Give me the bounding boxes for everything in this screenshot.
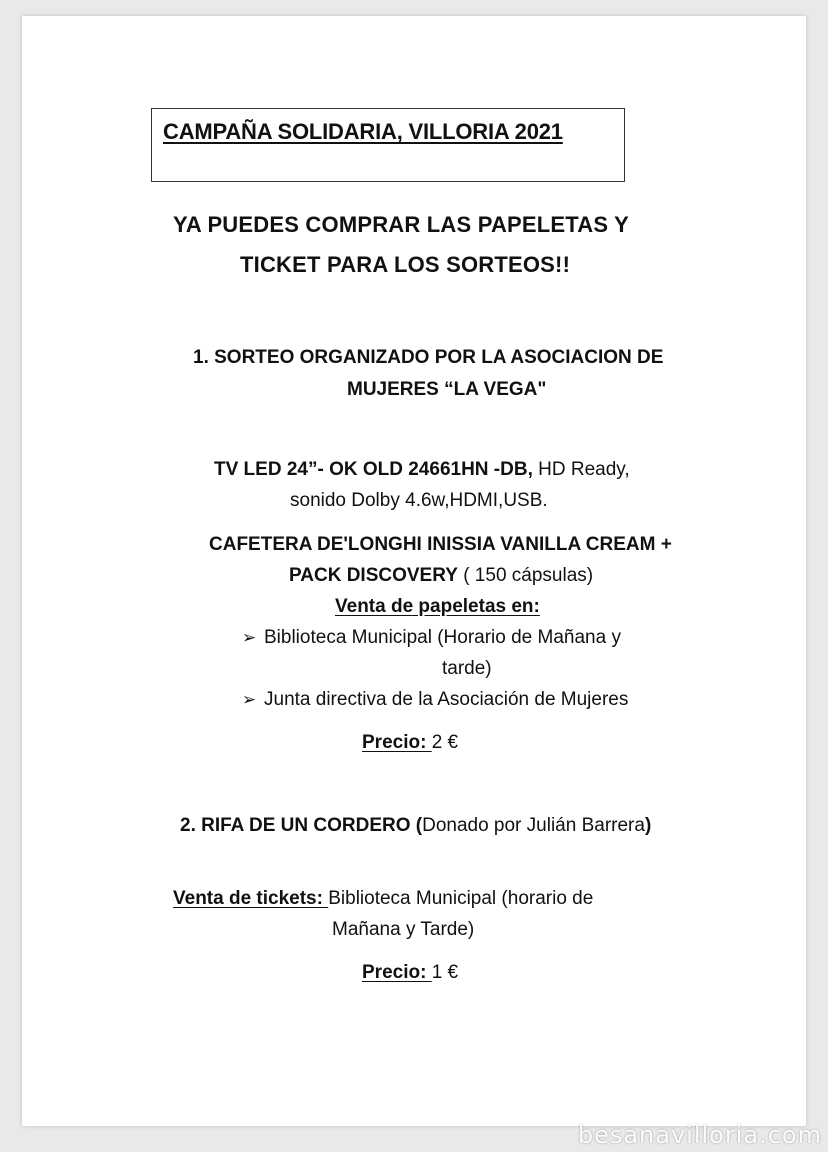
prize-2-line-2 (289, 565, 593, 587)
prize-1-line-1 (214, 459, 630, 481)
draw2-heading-close: ) (644, 815, 652, 836)
draw2-heading-title: 2. RIFA DE UN CORDERO ( (180, 815, 423, 836)
headline-line-1: YA PUEDES COMPRAR LAS PAPELETAS Y (173, 212, 630, 237)
headline-line-2: TICKET PARA LOS SORTEOS!! (240, 252, 571, 277)
prize-2-line-1: CAFETERA DE'LONGHI INISSIA VANILLA CREAM + (209, 534, 672, 555)
arrowhead-bullet-icon: ➢ (242, 690, 257, 709)
draw2-heading-donor: Donado por Julián Barrera (422, 815, 645, 836)
prize-1-details: HD Ready, (532, 459, 630, 480)
draw2-sales-text-1: Biblioteca Municipal (horario de (328, 888, 594, 909)
prize-1-name: TV LED 24”- OK OLD 24661HN -DB, (214, 459, 533, 480)
draw2-sales-label: Venta de tickets: (173, 888, 329, 909)
sales-point-1-line-2: tarde) (442, 658, 492, 679)
campaign-title-box (151, 108, 625, 182)
draw2-sales-line-2: Mañana y Tarde) (332, 919, 475, 940)
draw1-sales-heading: Venta de papeletas en: (335, 596, 540, 617)
sales-point-2 (242, 689, 628, 711)
draw2-heading (180, 815, 651, 837)
draw1-price-label: Precio: (362, 732, 432, 753)
draw2-price (362, 962, 458, 984)
document-page (22, 16, 806, 1126)
arrowhead-bullet-icon: ➢ (242, 628, 257, 647)
campaign-title: CAMPAÑA SOLIDARIA, VILLORIA 2021 (163, 119, 563, 144)
draw1-price-value: 2 € (431, 732, 459, 753)
site-watermark: besanavilloria.com (577, 1121, 822, 1149)
prize-2-pack: PACK DISCOVERY (289, 565, 458, 586)
draw1-heading-line-1: 1. SORTEO ORGANIZADO POR LA ASOCIACION DE (193, 347, 664, 368)
sales-point-1-line-1: Biblioteca Municipal (Horario de Mañana y (264, 627, 621, 648)
prize-1-line-2: sonido Dolby 4.6w,HDMI,USB. (290, 490, 548, 511)
sales-point-2-line-1: Junta directiva de la Asociación de Mujeres (264, 689, 629, 710)
draw2-price-value: 1 € (431, 962, 459, 983)
draw2-sales-line-1 (173, 888, 593, 910)
draw1-heading-line-2: MUJERES “LA VEGA" (347, 379, 547, 400)
draw1-price (362, 732, 458, 754)
sales-point-1 (242, 627, 621, 649)
draw2-price-label: Precio: (362, 962, 432, 983)
prize-2-details: ( 150 cápsulas) (457, 565, 594, 586)
